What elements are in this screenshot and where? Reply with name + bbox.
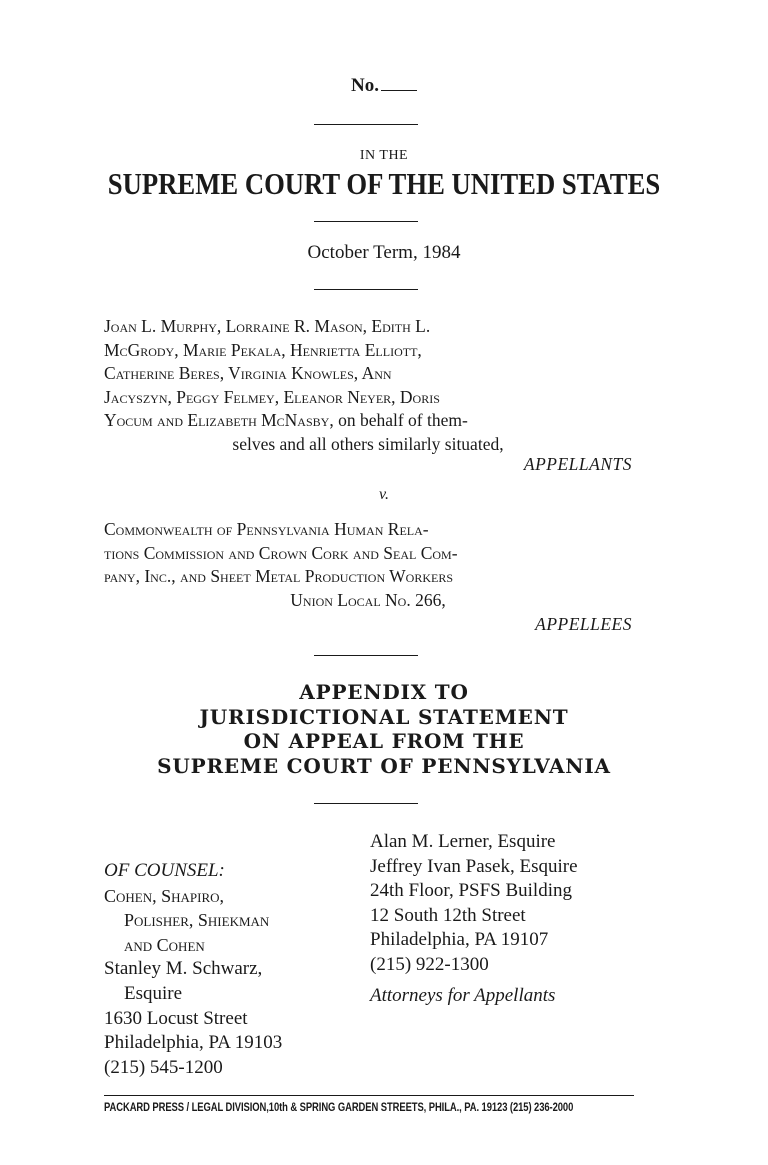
address-line: Philadelphia, PA 19103 — [104, 1032, 283, 1054]
counsel-suffix: Esquire — [124, 982, 183, 1004]
appellants-line: selves and all others similarly situated, — [232, 433, 504, 454]
appellees-line: Union Local No. 266, — [290, 589, 446, 610]
docket-blank — [381, 74, 417, 91]
term: October Term, 1984 — [307, 242, 461, 263]
divider — [314, 124, 418, 125]
appellants-names: Yocum and Elizabeth McNasby, — [104, 410, 334, 430]
appellees-line: Commonwealth of Pennsylvania Human Rela- — [104, 519, 429, 539]
of-counsel-label: OF COUNSEL: — [104, 860, 225, 881]
attorneys-role: Attorneys for Appellants — [370, 984, 556, 1006]
in-the-label: IN THE — [359, 148, 409, 163]
appellants-line: Joan L. Murphy, Lorraine R. Mason, Edith L. — [104, 316, 431, 336]
divider — [314, 221, 418, 222]
appellees-line: pany, Inc., and Sheet Metal Production Workers — [104, 566, 454, 586]
title-line: SUPREME COURT OF PENNSYLVANIA — [157, 753, 611, 778]
attorney-line: 24th Floor, PSFS Building — [370, 880, 572, 902]
footer-rule — [104, 1095, 634, 1096]
printer-imprint: PACKARD PRESS / LEGAL DIVISION,10th & SPRING GARDEN STREETS, PHILA., PA. 19123 (215) 236-2000 — [104, 1102, 574, 1114]
firm-line: and Cohen — [124, 934, 205, 955]
appellees-line: tions Commission and Crown Cork and Seal Com- — [104, 542, 458, 563]
divider — [314, 289, 418, 290]
appellees-block — [104, 518, 632, 612]
divider — [314, 803, 418, 804]
appellants-line: Jacyszyn, Peggy Felmey, Eleanor Neyer, Doris — [104, 386, 440, 407]
attorney-line: (215) 922-1300 — [370, 953, 489, 975]
title-line: JURISDICTIONAL STATEMENT — [199, 704, 569, 729]
address-line: (215) 545-1200 — [104, 1056, 223, 1078]
attorney-line: 12 South 12th Street — [370, 904, 526, 926]
divider — [314, 655, 418, 656]
firm-line: Cohen, Shapiro, — [104, 885, 225, 906]
title-line: APPENDIX TO — [299, 680, 469, 704]
attorney-line: Alan M. Lerner, Esquire — [370, 831, 556, 852]
document-title — [0, 680, 768, 778]
versus: v. — [379, 486, 389, 503]
of-counsel-block — [104, 859, 282, 1080]
appellants-line: Catherine Beres, Virginia Knowles, Ann — [104, 363, 392, 383]
address-line: 1630 Locust Street — [104, 1007, 248, 1029]
appellants-block — [104, 315, 632, 456]
counsel-name: Stanley M. Schwarz, — [104, 958, 263, 980]
appellants-behalf: on behalf of them- — [333, 410, 468, 430]
appellants-line — [104, 409, 632, 433]
attorney-line: Philadelphia, PA 19107 — [370, 929, 549, 951]
firm-line: Polisher, Shiekman — [124, 910, 270, 931]
appellants-role: APPELLANTS — [523, 454, 632, 474]
docket-label: No. — [351, 75, 379, 96]
court-name: SUPREME COURT OF THE UNITED STATES — [107, 166, 661, 201]
docket-number — [0, 74, 768, 97]
title-line: ON APPEAL FROM THE — [243, 729, 525, 753]
attorney-line: Jeffrey Ivan Pasek, Esquire — [370, 855, 578, 877]
attorneys-block — [370, 830, 578, 1008]
appellees-role: APPELLEES — [535, 614, 632, 634]
appellants-line: McGrody, Marie Pekala, Henrietta Elliott, — [104, 339, 422, 360]
